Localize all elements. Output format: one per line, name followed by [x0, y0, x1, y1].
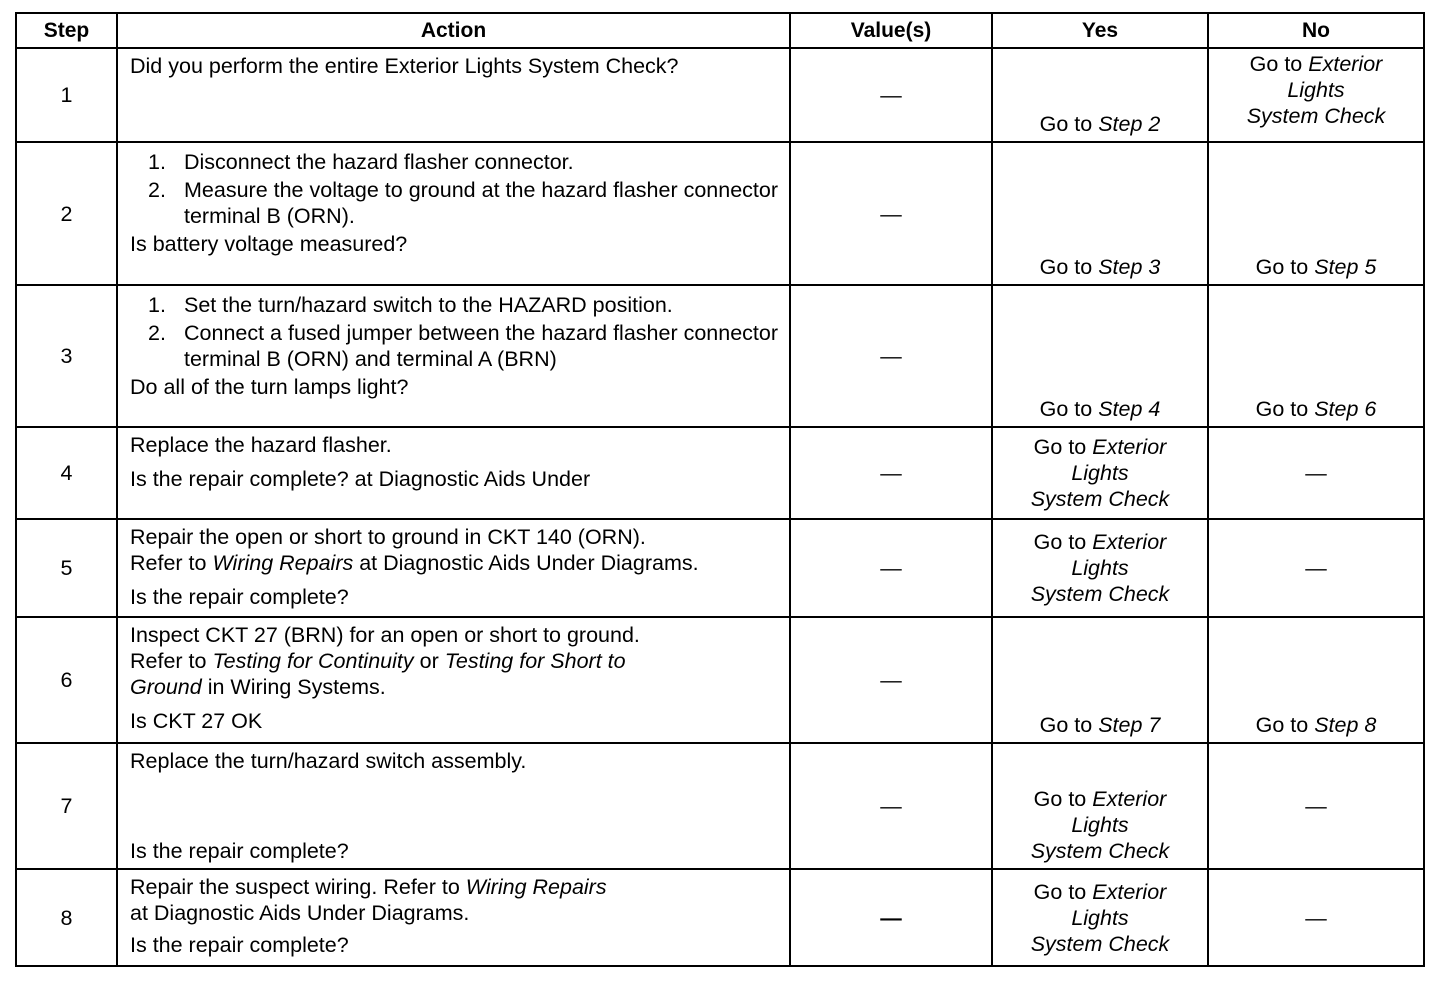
value-cell: — [790, 142, 992, 285]
yes-cell[interactable] [992, 285, 1208, 427]
yes-target-link[interactable]: Lights [1071, 461, 1129, 485]
action-line: Repair the suspect wiring. Refer to Wiring Repairs [130, 875, 607, 899]
action-line: Refer to Wiring Repairs at Diagnostic Aids Under Diagrams. [130, 551, 699, 575]
goto-label: Go to [1255, 397, 1309, 421]
no-cell[interactable] [1208, 617, 1424, 743]
no-target-link[interactable]: Step 6 [1314, 397, 1377, 421]
step-number: 6 [16, 617, 117, 743]
yes-target-link[interactable]: Lights [1071, 813, 1129, 837]
action-list-item: 2. Connect a fused jumper between the hazard flasher connector terminal B (ORN) and terminal A (BRN) [148, 321, 779, 371]
goto-label: Go to [1033, 787, 1087, 811]
yes-cell[interactable] [992, 617, 1208, 743]
header-row [16, 13, 1424, 48]
action-cell [117, 48, 790, 142]
goto-label: Go to [1255, 713, 1309, 737]
action-line: Ground in Wiring Systems. [130, 675, 386, 699]
yes-cell[interactable] [992, 142, 1208, 285]
table-row [16, 869, 1424, 966]
action-question: Is the repair complete? at Diagnostic Aids Under [130, 467, 591, 491]
yes-target-link[interactable]: System Check [1030, 582, 1170, 606]
yes-target-link[interactable]: Exterior [1092, 530, 1167, 554]
no-target-link[interactable]: Exterior [1308, 52, 1383, 76]
no-target-link[interactable]: Lights [1287, 78, 1345, 102]
yes-target-link[interactable]: System Check [1030, 487, 1170, 511]
table-row [16, 285, 1424, 427]
goto-label: Go to [1033, 435, 1087, 459]
yes-target-link[interactable]: System Check [1030, 839, 1170, 863]
action-line: Inspect CKT 27 (BRN) for an open or short to ground. [130, 623, 640, 647]
yes-target-link[interactable]: System Check [1030, 931, 1170, 956]
yes-target-link[interactable]: Lights [1071, 905, 1129, 930]
value-cell: — [790, 617, 992, 743]
action-line: Refer to Testing for Continuity or Testing for Short to [130, 649, 626, 673]
table-row [16, 427, 1424, 519]
action-cell [117, 427, 790, 519]
table-row [16, 519, 1424, 617]
wiring-repairs-link[interactable]: Wiring Repairs [212, 551, 354, 575]
action-question: Is the repair complete? [130, 933, 349, 957]
header-action: Action [117, 13, 790, 48]
step-number: 3 [16, 285, 117, 427]
action-question: Is CKT 27 OK [130, 709, 263, 733]
no-cell: — [1208, 519, 1424, 617]
action-list-item: 1. Set the turn/hazard switch to the HAZARD position. [148, 293, 673, 317]
header-values: Value(s) [790, 13, 992, 48]
action-question: Do all of the turn lamps light? [130, 375, 409, 399]
value-cell: — [790, 427, 992, 519]
table-row [16, 617, 1424, 743]
value-cell: — [790, 285, 992, 427]
header-no: No [1208, 13, 1424, 48]
yes-target-link[interactable]: Exterior [1092, 879, 1167, 904]
goto-label: Go to [1033, 530, 1087, 554]
yes-target-link[interactable]: Lights [1071, 556, 1129, 580]
value-cell: — [790, 869, 992, 966]
action-line: Replace the hazard flasher. [130, 433, 392, 457]
goto-label: Go to [1039, 397, 1093, 421]
action-cell [117, 285, 790, 427]
step-number: 2 [16, 142, 117, 285]
step-number: 5 [16, 519, 117, 617]
step-number: 4 [16, 427, 117, 519]
short-to-ground-link[interactable]: Testing for Short to [444, 649, 626, 673]
yes-target-link[interactable]: Exterior [1092, 435, 1167, 459]
no-cell[interactable] [1208, 142, 1424, 285]
action-question: Is the repair complete? [130, 839, 349, 863]
table-row [16, 743, 1424, 869]
action-cell [117, 743, 790, 869]
action-question: Did you perform the entire Exterior Lights System Check? [130, 54, 679, 78]
value-cell: — [790, 519, 992, 617]
goto-label: Go to [1249, 52, 1303, 76]
yes-target-link[interactable]: Step 7 [1098, 713, 1161, 737]
diagnostic-table [15, 12, 1425, 967]
no-target-link[interactable]: System Check [1246, 104, 1386, 128]
yes-target-link[interactable]: Step 4 [1098, 397, 1161, 421]
goto-label: Go to [1033, 879, 1087, 904]
action-list-item: 2. Measure the voltage to ground at the hazard flasher connector terminal B (ORN). [148, 178, 779, 228]
header-step: Step [16, 13, 117, 48]
action-line: at Diagnostic Aids Under Diagrams. [130, 901, 470, 925]
yes-target-link[interactable]: Step 2 [1098, 112, 1161, 136]
action-question: Is battery voltage measured? [130, 232, 408, 256]
no-cell: — [1208, 743, 1424, 869]
no-cell: — [1208, 869, 1424, 966]
table-row [16, 48, 1424, 142]
yes-target-link[interactable]: Step 3 [1098, 255, 1161, 279]
step-number: 1 [16, 48, 117, 142]
action-line: Replace the turn/hazard switch assembly. [130, 749, 527, 773]
table-row [16, 142, 1424, 285]
step-number: 8 [16, 869, 117, 966]
wiring-repairs-link[interactable]: Wiring Repairs [465, 875, 607, 899]
value-cell: — [790, 743, 992, 869]
action-cell [117, 869, 790, 966]
header-yes: Yes [992, 13, 1208, 48]
no-target-link[interactable]: Step 8 [1314, 713, 1377, 737]
yes-cell[interactable] [992, 869, 1208, 966]
yes-cell[interactable] [992, 427, 1208, 519]
action-list-item: 1. Disconnect the hazard flasher connector. [148, 150, 574, 174]
action-cell [117, 519, 790, 617]
goto-label: Go to [1039, 112, 1093, 136]
step-number: 7 [16, 743, 117, 869]
action-cell [117, 617, 790, 743]
continuity-link[interactable]: Testing for Continuity [212, 649, 414, 673]
goto-label: Go to [1039, 255, 1093, 279]
yes-cell[interactable] [992, 743, 1208, 869]
action-question: Is the repair complete? [130, 585, 349, 609]
yes-cell[interactable] [992, 519, 1208, 617]
goto-label: Go to [1039, 713, 1093, 737]
no-cell[interactable] [1208, 48, 1424, 142]
value-cell: — [790, 48, 992, 142]
no-cell[interactable] [1208, 285, 1424, 427]
yes-target-link[interactable]: Exterior [1092, 787, 1167, 811]
no-target-link[interactable]: Step 5 [1314, 255, 1377, 279]
no-cell: — [1208, 427, 1424, 519]
yes-cell[interactable] [992, 48, 1208, 142]
goto-label: Go to [1255, 255, 1309, 279]
action-line: Repair the open or short to ground in CKT 140 (ORN). [130, 525, 646, 549]
action-cell [117, 142, 790, 285]
short-to-ground-link[interactable]: Ground [130, 675, 202, 699]
